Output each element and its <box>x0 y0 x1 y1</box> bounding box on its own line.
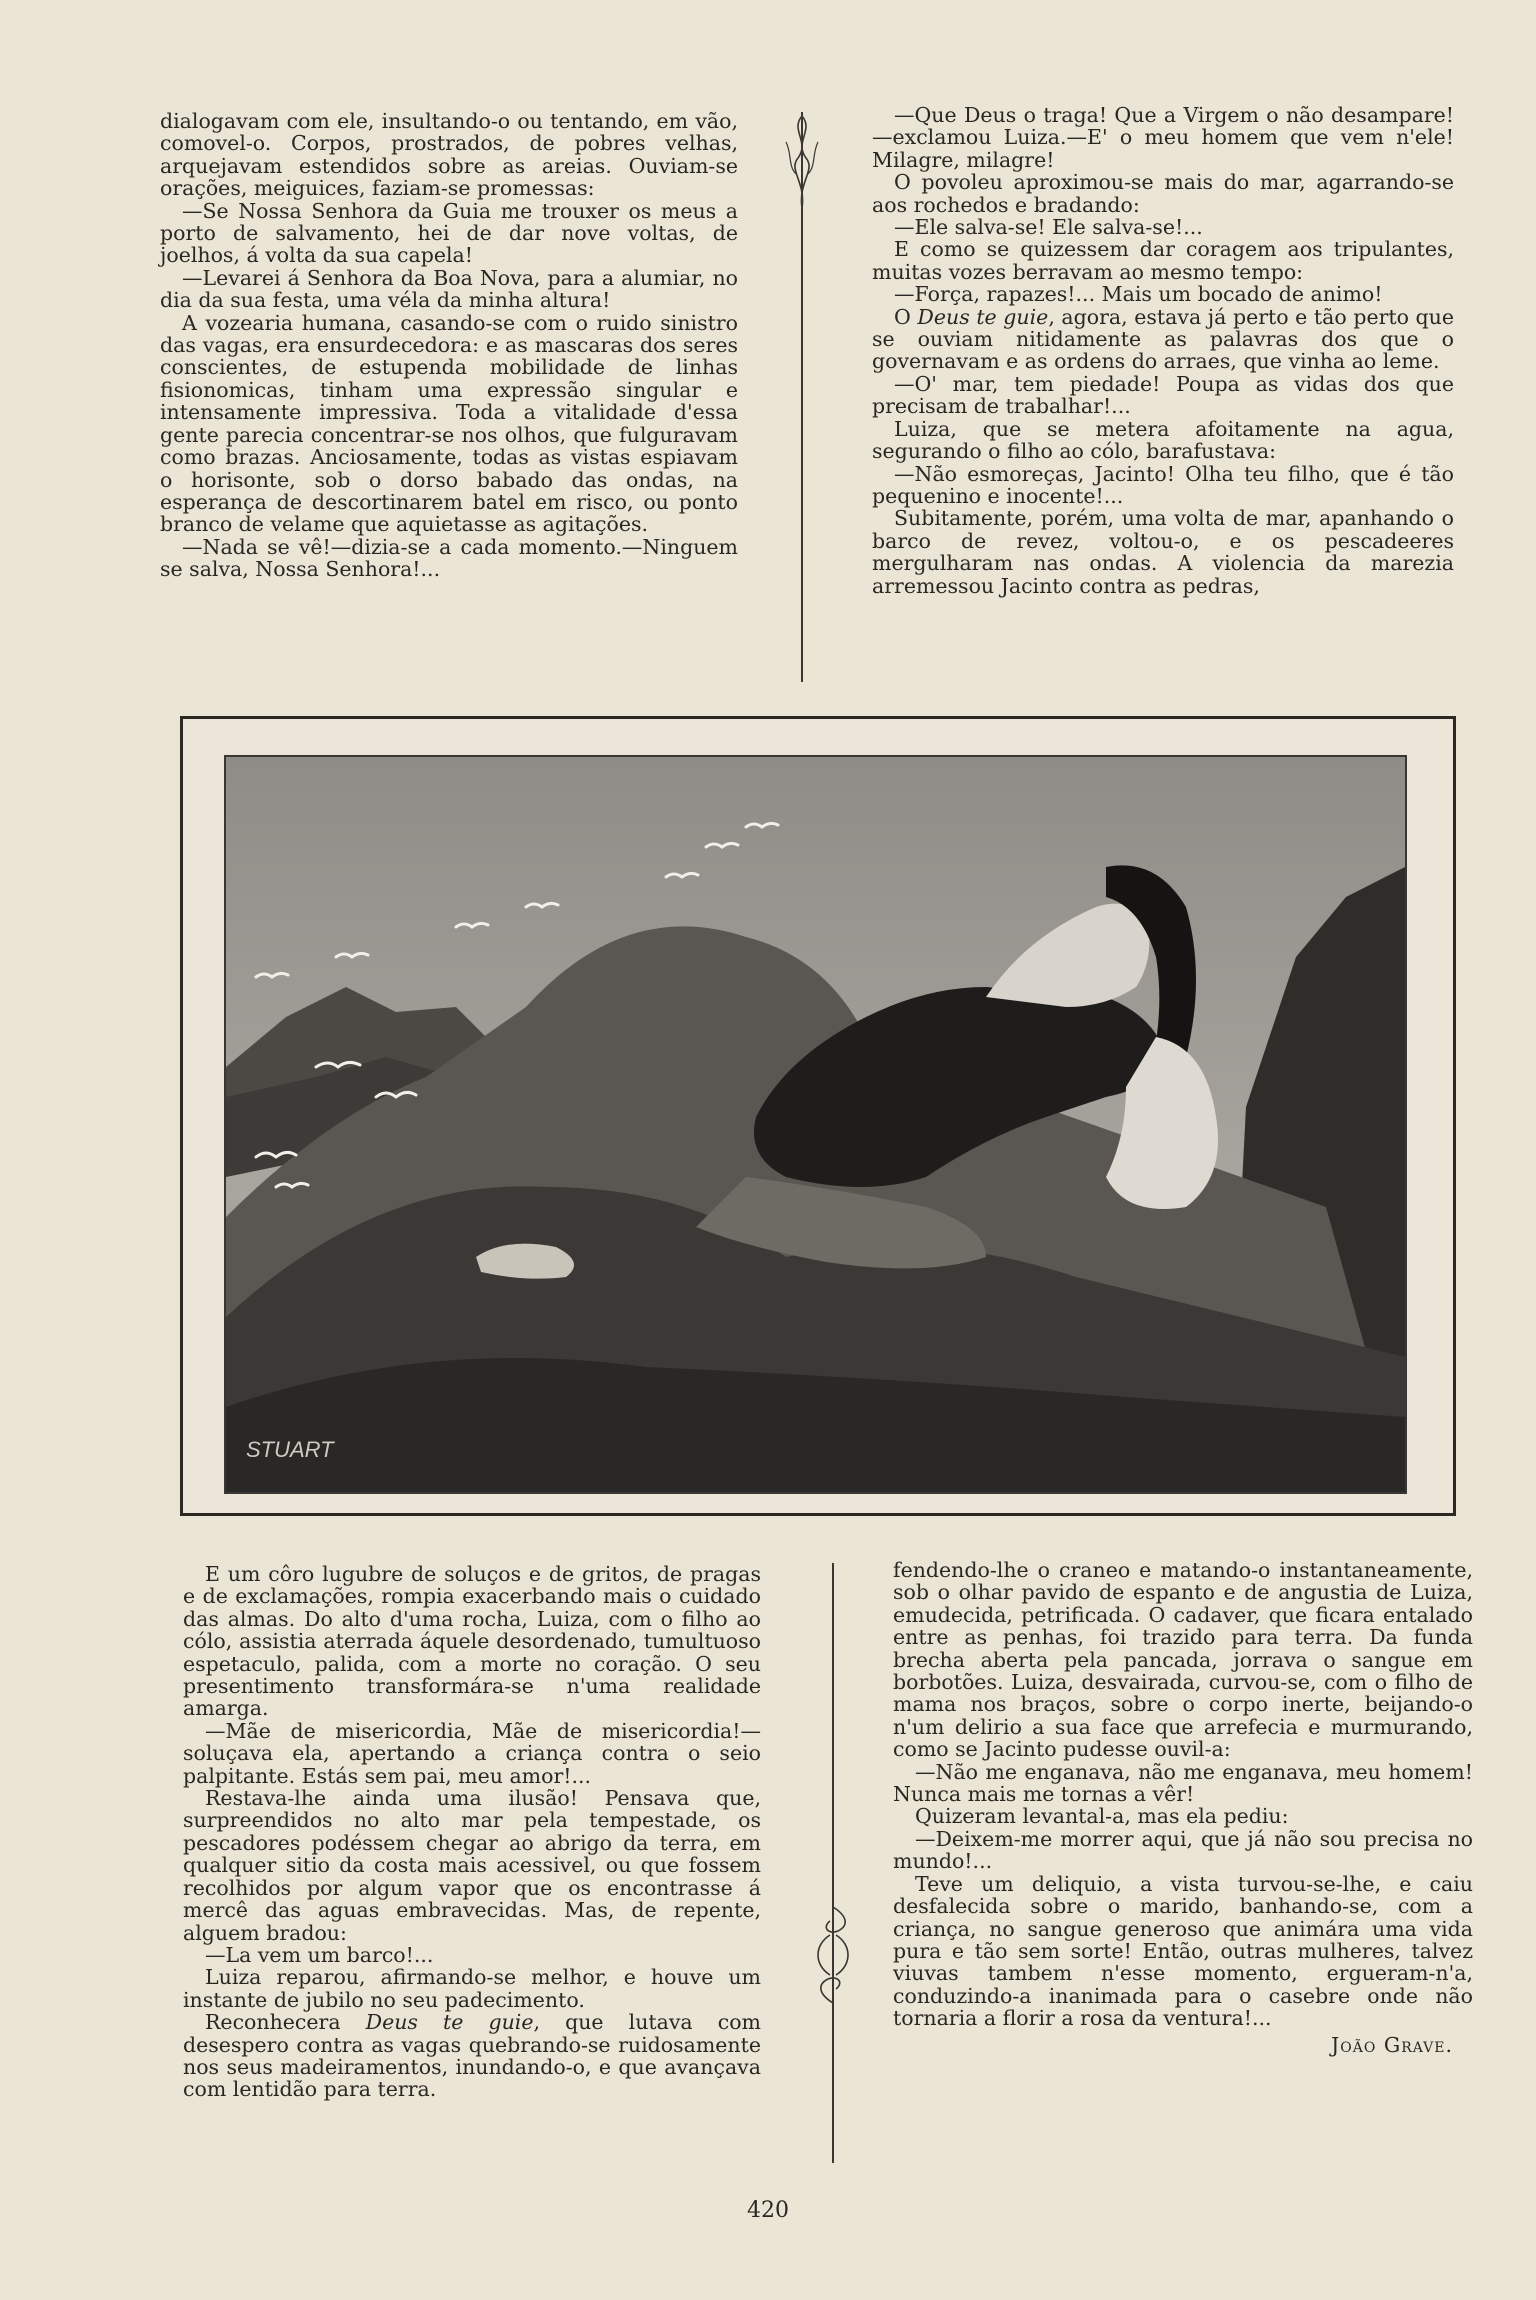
paragraph-text: , que lutava com desespero contra as vagas quebrando-se ruidosamente nos seus madeiramentos, inundando-o, e que avançava com lentidão para terra. <box>183 2010 761 2102</box>
paragraph: Luiza, que se metera afoitamente na agua, segurando o filho ao cólo, barafustava: <box>872 416 1454 464</box>
artist-signature: STUART <box>246 1437 334 1462</box>
paragraph: fendendo-lhe o craneo e matando-o instantaneamente, sob o olhar pavido de espanto e de angustia de Luiza, emudecida, petrificada. O cadaver, que ficara entalado entre as penhas, foi trazido para terra. Da funda brecha aberta pela pancada, jorrava o sangue em borbotões. Luiza, desvairada, curvou-se, com o filho de mama nos braços, sobre o corpo inerte, beijando-o n'um delirio a sua face que arrefecia e murmurando, como se Jacinto pudesse ouvil-a: <box>893 1558 1473 1762</box>
paragraph-text: Reconhecera <box>205 2010 366 2035</box>
column-top-right <box>872 104 1454 597</box>
column-bottom-right <box>893 1559 1473 2056</box>
paragraph: Teve um deliquio, a vista turvou-se-lhe, e caiu desfalecida sobre o marido, banhando-se, com a criança, no sangue generoso que animára uma vida pura e tão sem sorte! Então, outras mulheres, talvez viuvas tambem n'esse momento, ergueram-n'a, conduzindo-a inanimada para o casebre onde não tornaria a florir a rosa da ventura!... <box>893 1871 1473 2031</box>
paragraph-text: , agora, estava já perto e tão perto que se ouviam nitidamente as palavras dos que o governavam e as ordens do arraes, que vinha ao leme. <box>872 304 1455 374</box>
illustration <box>224 755 1407 1494</box>
paragraph: —Nada se vê!—dizia-se a cada momento.—Ninguem se salva, Nossa Senhora!... <box>160 534 738 582</box>
paragraph: —Ele salva-se! Ele salva-se!... <box>894 215 1203 240</box>
paragraph: Subitamente, porém, uma volta de mar, apanhando o barco de revez, voltou-o, e os pescadeeres mergulharam nas ondas. A violencia da marezia arremessou Jacinto contra as pedras, <box>872 506 1454 598</box>
paragraph: —Se Nossa Senhora da Guia me trouxer os meus a porto de salvamento, hei de dar nove voltas, de joelhos, á volta da sua capela! <box>160 198 738 268</box>
paragraph: Luiza reparou, afirmando-se melhor, e houve um instante de jubilo no seu padecimento. <box>183 1965 761 2012</box>
paragraph <box>183 2011 761 2101</box>
author-signature: João Grave. <box>1331 2032 1453 2057</box>
paragraph: E um côro lugubre de soluços e de gritos, de pragas e de exclamações, rompia exacerbando mais o cuidado das almas. Do alto d'uma rocha, Luiza, com o filho ao cólo, assistia aterrada áquele desordenado, tumultuoso espetaculo, palida, com a morte no coração. O seu presentimento transformára-se n'uma realidade amarga. <box>183 1562 761 1721</box>
paragraph: dialogavam com ele, insultando-o ou tentando, em vão, comovel-o. Corpos, prostrados, de pobres velhas, arquejavam estendidos sobre as areias. Ouviam-se orações, meiguices, faziam-se promessas: <box>160 109 738 201</box>
paragraph: —Levarei á Senhora da Boa Nova, para a alumiar, no dia da sua festa, uma véla da minha altura! <box>160 265 738 313</box>
paragraph: —O' mar, tem piedade! Poupa as vidas dos que precisam de trabalhar!... <box>872 371 1454 419</box>
paragraph <box>872 306 1454 373</box>
column-bottom-left <box>183 1563 761 2101</box>
page-number: 420 <box>747 2198 789 2223</box>
paragraph: —Mãe de misericordia, Mãe de misericordia!—soluçava ela, apertando a criança contra o seio palpitante. Estás sem pai, meu amor!... <box>183 1718 761 1788</box>
paragraph: —La vem um barco!... <box>205 1942 434 1967</box>
paragraph: A vozearia humana, casando-se com o ruido sinistro das vagas, era ensurdecedora: e as mascaras dos seres conscientes, de estupenda mobilidade de linhas fisionomicas, tinham uma expressão singular e intensamente impressiva. Toda a vitalidade d'essa gente parecia concentrar-se nos olhos, que fulguravam como brazas. Anciosamente, todas as vistas espiavam o horisonte, sob o dorso babado das ondas, na esperança de descortinarem batel em risco, ou ponto branco de velame que aquietasse as agitações. <box>160 310 738 537</box>
paragraph: —Não me enganava, não me enganava, meu homem! Nunca mais me tornas a vêr! <box>893 1759 1473 1807</box>
flourish-ornament-top <box>776 112 828 212</box>
boat-name: Deus te guie <box>365 2010 534 2035</box>
flourish-ornament-bottom <box>800 1905 866 2005</box>
paragraph: Quizeram levantal-a, mas ela pediu: <box>915 1804 1289 1829</box>
paragraph-text: O <box>894 304 918 329</box>
paragraph: —Que Deus o traga! Que a Virgem o não desampare!—exclamou Luiza.—E' o meu homem que vem n'ele! Milagre, milagre! <box>872 103 1454 172</box>
paragraph: E como se quizessem dar coragem aos tripulantes, muitas vozes berravam ao mesmo tempo: <box>872 237 1454 284</box>
paragraph: —Não esmoreças, Jacinto! Olha teu filho, que é tão pequenino e inocente!... <box>872 461 1454 508</box>
paragraph: —Força, rapazes!... Mais um bocado de animo! <box>894 282 1383 307</box>
boat-name: Deus te guie <box>917 304 1049 329</box>
paragraph: —Deixem-me morrer aqui, que já não sou precisa no mundo!... <box>893 1826 1473 1874</box>
column-rule-bottom <box>832 1563 834 2163</box>
paragraph: Restava-lhe ainda uma ilusão! Pensava que, surpreendidos no alto mar pela tempestade, os pescadores podéssem chegar ao abrigo da terra, em qualquer sitio da costa mais acessivel, ou que fossem recolhidos por algum vapor que os encontrasse á mercê das aguas embravecidas. Mas, de repente, alguem bradou: <box>183 1786 761 1945</box>
paragraph: O povoleu aproximou-se mais do mar, agarrando-se aos rochedos e bradando: <box>872 170 1454 217</box>
column-top-left <box>160 110 738 581</box>
